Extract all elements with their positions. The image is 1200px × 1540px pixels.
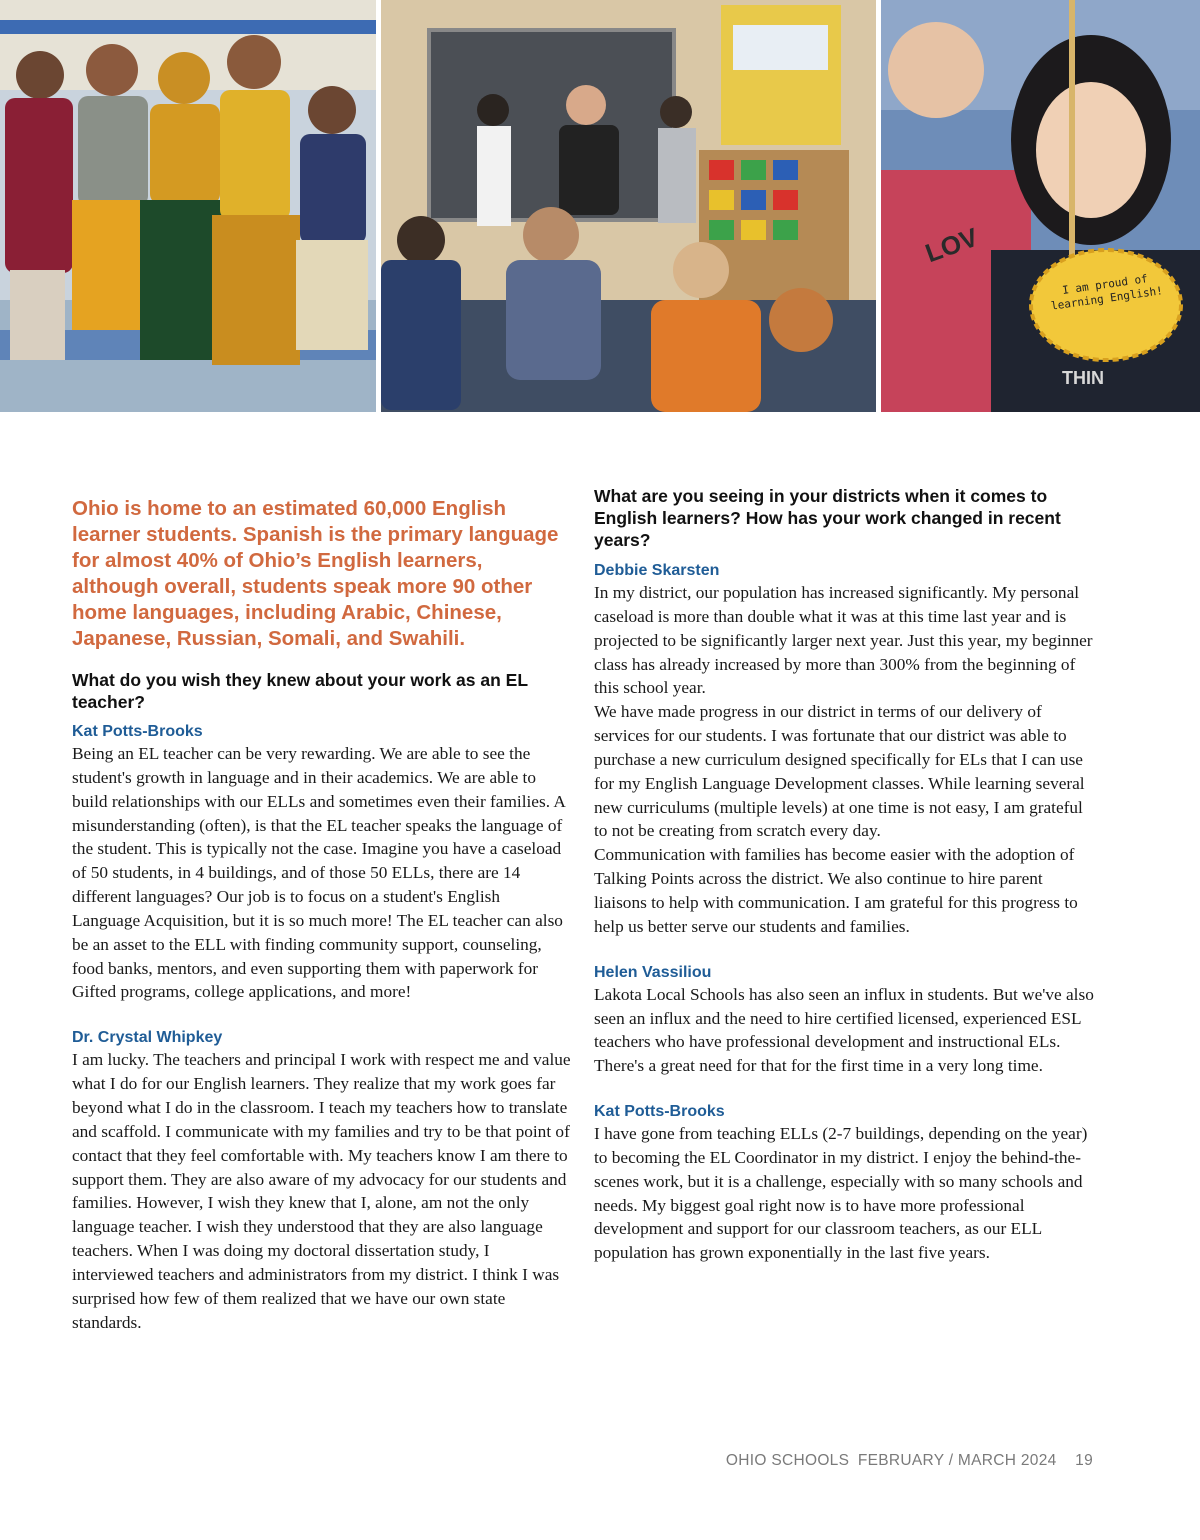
shirt-print-text-2: THIN bbox=[1062, 368, 1104, 388]
speaker-name: Helen Vassiliou bbox=[594, 963, 712, 981]
intro-callout: Ohio is home to an estimated 60,000 English learner students. Spanish is the primary language for almost 40% of Ohio’s English learners, although overall, students speak more 90 other home languages, including Arabic, Chinese, Japanese, Russian, Somali, and Swahili. bbox=[72, 497, 559, 650]
answer-block bbox=[594, 963, 1094, 1078]
page-footer bbox=[0, 1452, 1093, 1470]
classroom-teacher-photo bbox=[381, 0, 876, 412]
speaker-name: Debbie Skarsten bbox=[594, 562, 720, 579]
shirt-print-text: LOV bbox=[921, 221, 982, 269]
student-with-sign-photo bbox=[881, 0, 1200, 412]
page-number: 19 bbox=[1075, 1452, 1093, 1469]
speaker-name: Kat Potts-Brooks bbox=[72, 723, 203, 740]
question-el-teacher: What do you wish they knew about your work as an EL teacher? bbox=[72, 670, 528, 712]
left-column bbox=[72, 470, 572, 1334]
answer-block bbox=[594, 561, 1094, 939]
issue-date: FEBRUARY / MARCH 2024 bbox=[857, 1452, 1057, 1469]
answer-block bbox=[594, 1102, 1094, 1265]
answer-text: Lakota Local Schools has also seen an influx in students. But we've also seen an influx and the need to hire certified licensed, experienced ESL teachers who have professional development and instructional ELs. There's a great need for that for the first time in a very long time. bbox=[594, 984, 1094, 1076]
proud-sign-text: I am proud of learning English! bbox=[1050, 272, 1164, 313]
answer-paragraph: In my district, our population has increased significantly. My personal caseload is more than double what it was at this time last year and is projected to be significantly larger next year. Just this year, my beginner class has already increased by more than 300% from the beginning of this school year. bbox=[594, 583, 1093, 698]
speaker-name: Dr. Crystal Whipkey bbox=[72, 1029, 223, 1047]
students-cultural-dress-photo bbox=[0, 0, 376, 412]
photo-strip bbox=[0, 0, 1200, 412]
speaker-name: Kat Potts-Brooks bbox=[594, 1103, 725, 1121]
answer-paragraph: Communication with families has become easier with the adoption of Talking Points across the district. We also continue to hire parent liaisons to help with communication. I am grateful for this progress to help us better serve our students and families. bbox=[594, 845, 1078, 936]
answer-text: Being an EL teacher can be very rewarding. We are able to see the student's growth in language and in their academics. We are able to build relationships with our ELLs and sometimes even their families. A misunderstanding (often), is that the EL teacher speaks the language of the student. This is typically not the case. Imagine you have a caseload of 50 students, in 4 buildings, and of those 50 ELLs, there are 14 different languages? Our job is to focus on a student's English Language Acquisition, but it is so much more! The EL teacher can also be an asset to the ELL with finding community support, counseling, food banks, mentors, and even supporting them with paperwork for Gifted programs, college applications, and more! bbox=[72, 744, 565, 1002]
answer-block bbox=[72, 722, 572, 1004]
answer-block bbox=[72, 1028, 572, 1334]
answer-text: I am lucky. The teachers and principal I work with respect me and value what I do for our English learners. They realize that my work goes far beyond what I do in the classroom. I teach my teachers how to translate and scaffold. I communicate with my families and try to be that point of contact that they feel comfortable with. My teachers know I am there to support them. They are also aware of my advocacy for our students and families. However, I wish they knew that I, alone, am not the only language teacher. I wish they understood that they are also language teachers. When I was doing my doctoral dissertation study, I interviewed teachers and administrators from my district. I think I was surprised how few of them realized that we have our own state standards. bbox=[72, 1050, 571, 1332]
answer-text: I have gone from teaching ELLs (2-7 buildings, depending on the year) to becoming the EL Coordinator in my district. I enjoy the behind-the-scenes work, but it is a challenge, especially with so many schools and needs. My biggest goal right now is to have more professional development and support for our classroom teachers, as our ELL population has grown exponentially in the last five years. bbox=[594, 1124, 1088, 1263]
right-column bbox=[594, 485, 1094, 1265]
publication-name: OHIO SCHOOLS bbox=[725, 1452, 850, 1469]
answer-paragraph: We have made progress in our district in terms of our delivery of services for our students. I was fortunate that our district was able to purchase a new curriculum designed specifically for ELs that I can use for my English Language Development classes. While learning several new curriculums (multiple levels) at one time is not easy, I am grateful to not be creating from scratch every day. bbox=[594, 702, 1085, 841]
question-districts: What are you seeing in your districts when it comes to English learners? How has your work changed in recent years? bbox=[594, 486, 1061, 550]
